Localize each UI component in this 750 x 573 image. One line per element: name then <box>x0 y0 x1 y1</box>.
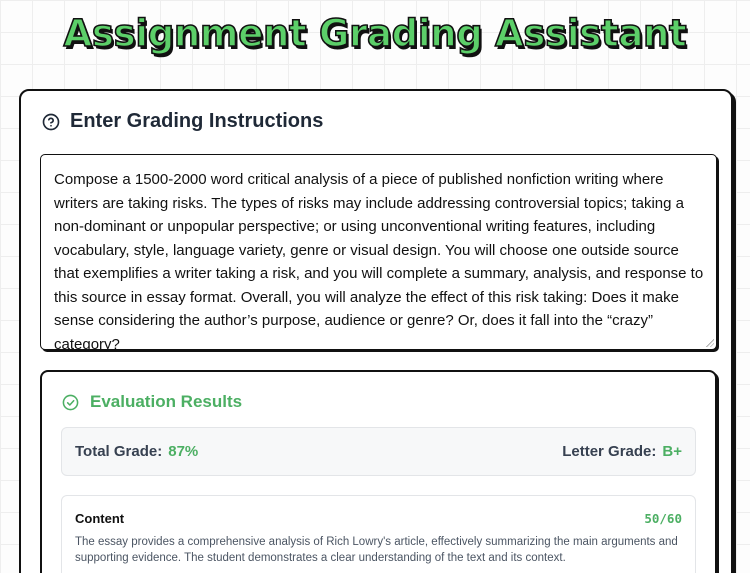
criterion-name: Content <box>75 511 125 526</box>
results-title: Evaluation Results <box>90 392 243 411</box>
letter-grade <box>562 443 682 460</box>
results-header <box>62 392 242 412</box>
instructions-textarea[interactable] <box>40 154 717 353</box>
letter-grade-value: B+ <box>662 443 682 460</box>
criterion-card <box>61 495 696 573</box>
app-title: Assignment Grading Assistant <box>63 12 687 55</box>
resize-handle[interactable] <box>706 339 714 347</box>
total-grade-value: 87% <box>168 443 199 460</box>
total-grade-label: Total Grade: <box>75 443 163 460</box>
criterion-feedback: The essay provides a comprehensive analysis of Rich Lowry's article, effectively summarizing the main arguments and supporting evidence. The student demonstrates a clear understanding of the text and its context. <box>75 536 678 564</box>
grade-summary <box>61 427 696 476</box>
letter-grade-label: Letter Grade: <box>562 443 657 460</box>
evaluation-results-card <box>40 370 717 573</box>
instructions-header <box>42 110 323 133</box>
total-grade <box>75 443 198 460</box>
instructions-text: Compose a 1500-2000 word critical analysis of a piece of published nonfiction writing where writers are taking risks. The types of risks may include addressing controversial topics; taking a non-dominant or unpopular perspective; or using unconventional writing features, including vocabulary, style, language variety, genre or visual design. You will choose one outside source that exemplifies a writer taking a risk, and you will complete a summary, analysis, and response to this source in essay format. Overall, you will analyze the effect of this risk taking: Does it make sense considering the author’s purpose, audience or genre? Or, does it fall into the “crazy” category? <box>54 171 704 353</box>
help-circle-icon <box>42 113 60 131</box>
criterion-score: 50/60 <box>644 511 682 526</box>
instructions-title: Enter Grading Instructions <box>70 110 324 132</box>
check-circle-icon <box>62 394 79 411</box>
instructions-card <box>19 89 733 573</box>
